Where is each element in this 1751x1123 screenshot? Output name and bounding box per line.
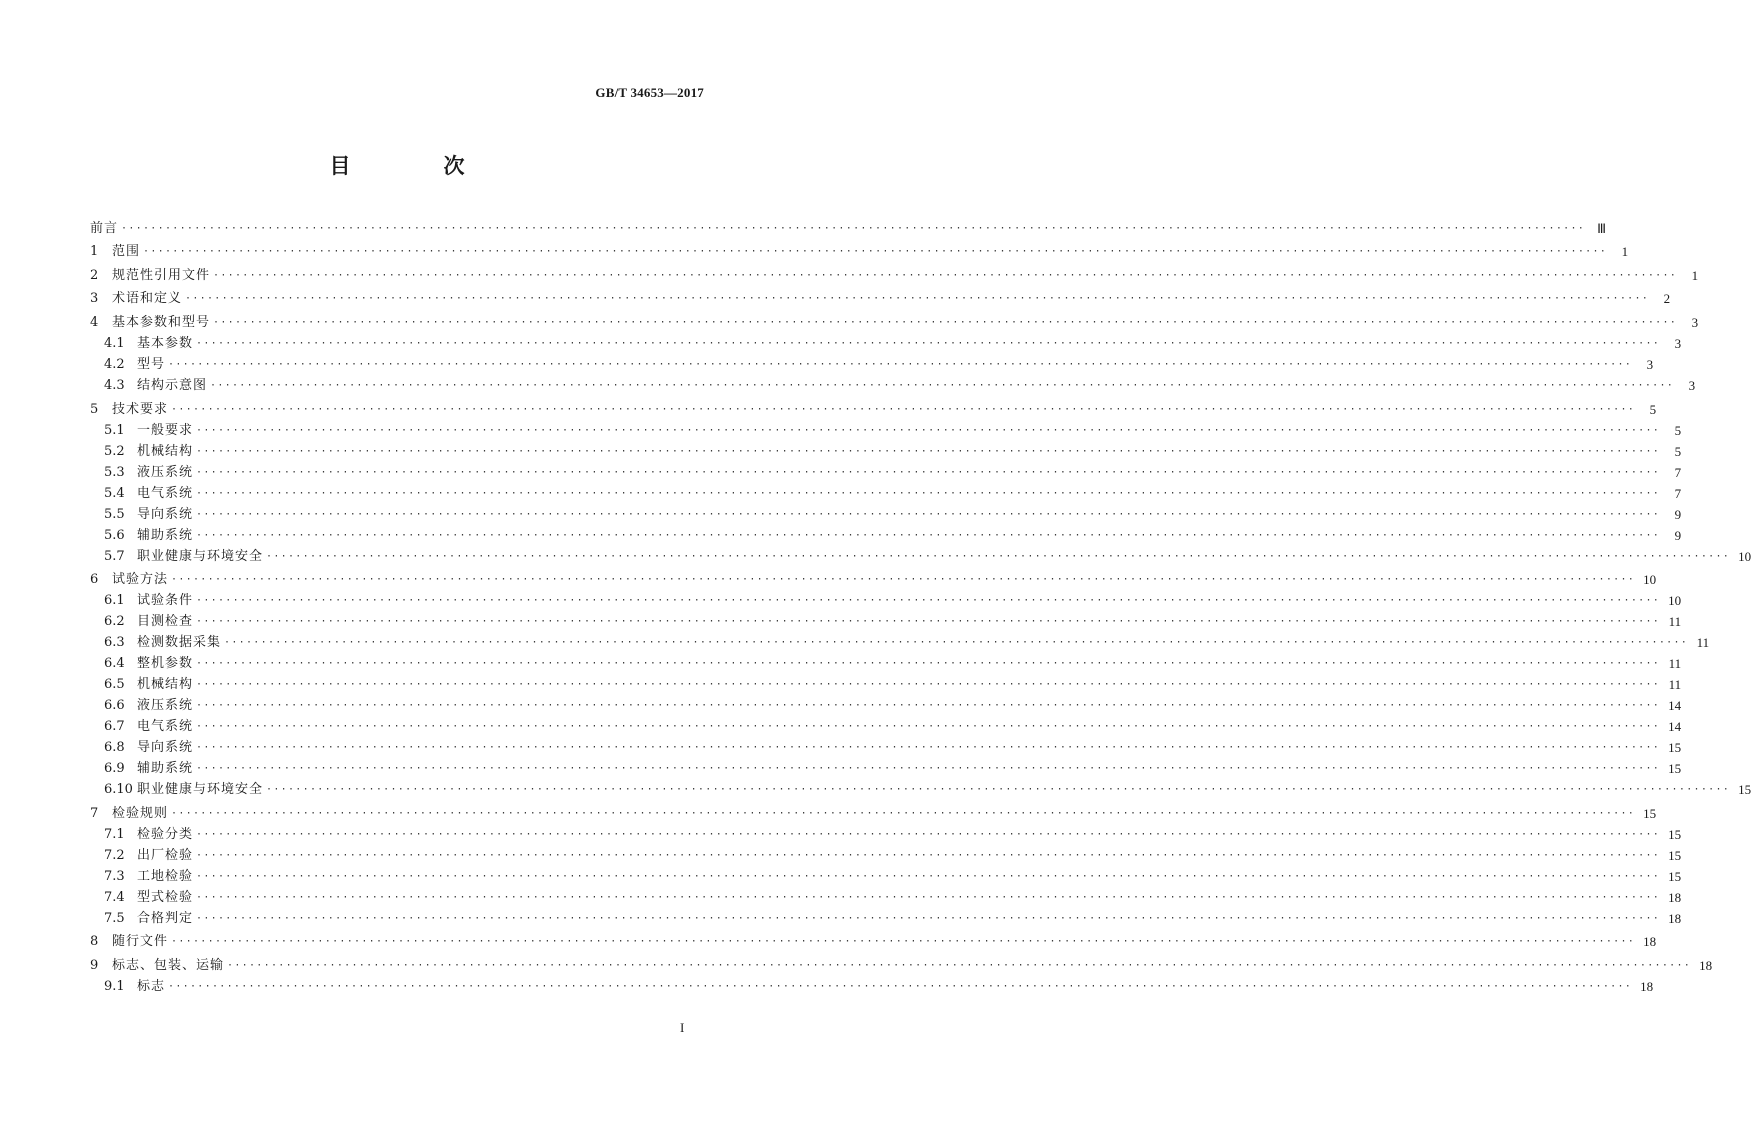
toc-leader-dots: ········································································································································································································	[210, 379, 1675, 391]
toc-entry-label: 范围	[112, 244, 141, 260]
toc-entry-label: 规范性引用文件	[112, 267, 211, 283]
toc-leader-dots: ········································································································································································································	[196, 466, 1661, 478]
toc-entry-label: 基本参数和型号	[112, 314, 211, 330]
toc-entry-number: 6.7	[104, 719, 125, 735]
toc-entry[interactable]	[90, 218, 1607, 239]
toc-entry-number: 5.2	[104, 443, 125, 459]
toc-entry[interactable]	[90, 845, 1682, 866]
toc-leader-dots: ········································································································································································································	[185, 293, 1650, 305]
toc-entry[interactable]	[90, 803, 1657, 824]
toc-entry-label: 术语和定义	[112, 291, 183, 307]
toc-leader-dots: ········································································································································································································	[196, 721, 1661, 733]
toc-entry[interactable]	[90, 737, 1682, 758]
toc-leader-dots: ········································································································································································································	[196, 700, 1661, 712]
toc-leader-dots: ········································································································································································································	[213, 316, 1678, 328]
toc-entry-page: 5	[1674, 422, 1682, 438]
toc-entry-label: 目测检查	[137, 614, 194, 630]
toc-entry-label: 职业健康与环境安全	[137, 782, 264, 798]
toc-entry-number: 7.4	[104, 889, 125, 905]
toc-entry-label: 标志、包装、运输	[112, 957, 225, 973]
toc-entry-page: 18	[1643, 934, 1657, 950]
toc-entry[interactable]	[90, 695, 1682, 716]
toc-entry[interactable]	[90, 931, 1657, 952]
toc-entry-label: 辅助系统	[137, 527, 194, 543]
toc-entry-label: 辅助系统	[137, 761, 194, 777]
toc-entry-number: 4.3	[104, 377, 125, 393]
toc-entry-number: 6.6	[104, 698, 125, 714]
toc-entry[interactable]	[90, 955, 1713, 976]
toc-entry[interactable]	[90, 976, 1654, 997]
toc-leader-dots: ········································································································································································································	[196, 828, 1661, 840]
toc-entry[interactable]	[90, 590, 1682, 611]
toc-entry-number: 7.3	[104, 868, 125, 884]
toc-entry-label: 导向系统	[137, 740, 194, 756]
toc-entry-number: 4.2	[104, 356, 125, 372]
toc-entry-label: 基本参数	[137, 335, 194, 351]
toc-entry-number: 6.10	[104, 782, 133, 798]
toc-entry-page: 9	[1674, 527, 1682, 543]
toc-leader-dots: ········································································································································································································	[196, 912, 1661, 924]
toc-entry-page: 5	[1674, 443, 1682, 459]
toc-entry-label: 前言	[90, 220, 119, 236]
toc-entry-page: 15	[1668, 826, 1682, 842]
toc-entry[interactable]	[90, 504, 1682, 525]
toc-entry-number: 6.8	[104, 740, 125, 756]
toc-entry-number: 1	[90, 244, 99, 260]
toc-leader-dots: ········································································································································································································	[171, 807, 1636, 819]
toc-leader-dots: ········································································································································································································	[196, 445, 1661, 457]
toc-leader-dots: ········································································································································································································	[196, 849, 1661, 861]
page-number: I	[680, 1020, 685, 1035]
toc-entry-number: 8	[90, 934, 99, 950]
toc-entry-number: 6.3	[104, 635, 125, 651]
toc-leader-dots: ········································································································································································································	[196, 891, 1661, 903]
toc-entry-page: 15	[1668, 740, 1682, 756]
standard-code: GB/T 34653—2017	[595, 85, 704, 100]
toc-entry-number: 5.5	[104, 506, 125, 522]
toc-entry-label: 机械结构	[137, 677, 194, 693]
toc-entry-number: 6.5	[104, 677, 125, 693]
toc-entry-label: 检测数据采集	[137, 635, 222, 651]
toc-entry[interactable]	[90, 908, 1682, 929]
toc-leader-dots: ········································································································································································································	[196, 529, 1661, 541]
toc-entry-label: 一般要求	[137, 422, 194, 438]
toc-entry-label: 液压系统	[137, 464, 194, 480]
toc-leader-dots: ········································································································································································································	[196, 658, 1661, 670]
toc-entry[interactable]	[90, 758, 1682, 779]
toc-entry-number: 9	[90, 957, 99, 973]
toc-entry-page: Ⅲ	[1597, 220, 1607, 236]
toc-entry-label: 试验条件	[137, 593, 194, 609]
toc-entry-page: 7	[1674, 464, 1682, 480]
toc-leader-dots: ········································································································································································································	[227, 959, 1692, 971]
toc-entry-label: 标志	[137, 978, 166, 994]
toc-leader-dots: ········································································································································································································	[196, 616, 1661, 628]
toc-leader-dots: ········································································································································································································	[121, 222, 1586, 234]
toc-entry-page: 18	[1668, 910, 1682, 926]
toc-entry-number: 4	[90, 314, 99, 330]
toc-entry-page: 10	[1738, 548, 1751, 564]
table-of-contents	[90, 215, 1751, 997]
toc-entry[interactable]	[90, 441, 1682, 462]
toc-entry-page: 11	[1668, 614, 1682, 630]
toc-entry-page: 15	[1738, 782, 1751, 798]
toc-entry-label: 型号	[137, 356, 166, 372]
toc-entry-label: 导向系统	[137, 506, 194, 522]
toc-entry-number: 5.6	[104, 527, 125, 543]
toc-entry[interactable]	[90, 674, 1682, 695]
toc-leader-dots: ········································································································································································································	[196, 742, 1661, 754]
toc-entry[interactable]	[90, 546, 1751, 567]
toc-entry-label: 结构示意图	[137, 377, 208, 393]
page-title: 目 次	[329, 153, 501, 178]
toc-entry-label: 电气系统	[137, 485, 194, 501]
toc-entry-number: 9.1	[104, 978, 125, 994]
toc-entry-page: 18	[1640, 978, 1654, 994]
toc-entry-page: 3	[1691, 314, 1699, 330]
toc-entry-number: 6.9	[104, 761, 125, 777]
toc-entry-number: 7.5	[104, 910, 125, 926]
toc-entry-label: 职业健康与环境安全	[137, 548, 264, 564]
toc-leader-dots: ········································································································································································································	[266, 550, 1731, 562]
toc-entry-label: 检验规则	[112, 805, 169, 821]
toc-entry[interactable]	[90, 483, 1682, 504]
toc-leader-dots: ········································································································································································································	[213, 269, 1678, 281]
toc-leader-dots: ········································································································································································································	[168, 358, 1633, 370]
toc-entry-page: 18	[1668, 889, 1682, 905]
toc-leader-dots: ········································································································································································································	[196, 487, 1661, 499]
toc-entry-page: 9	[1674, 506, 1682, 522]
toc-entry-number: 5.7	[104, 548, 125, 564]
toc-leader-dots: ········································································································································································································	[224, 637, 1689, 649]
toc-entry[interactable]	[90, 288, 1671, 309]
toc-entry-label: 工地检验	[137, 868, 194, 884]
toc-entry-number: 7.2	[104, 847, 125, 863]
toc-entry-number: 5.4	[104, 485, 125, 501]
toc-entry[interactable]	[90, 265, 1699, 286]
toc-leader-dots: ········································································································································································································	[196, 595, 1661, 607]
toc-entry-page: 10	[1668, 593, 1682, 609]
toc-entry[interactable]	[90, 611, 1682, 632]
toc-entry-page: 11	[1696, 635, 1710, 651]
toc-entry-page: 11	[1668, 656, 1682, 672]
toc-leader-dots: ········································································································································································································	[196, 424, 1661, 436]
toc-entry-page: 5	[1649, 401, 1657, 417]
toc-entry-number: 3	[90, 291, 99, 307]
toc-entry[interactable]	[90, 375, 1696, 396]
toc-entry[interactable]	[90, 462, 1682, 483]
toc-entry[interactable]	[90, 653, 1682, 674]
toc-entry-page: 3	[1674, 335, 1682, 351]
toc-entry[interactable]	[90, 866, 1682, 887]
toc-entry[interactable]	[90, 312, 1699, 333]
toc-entry-number: 5	[90, 401, 99, 417]
toc-entry-page: 11	[1668, 677, 1682, 693]
toc-entry-number: 6	[90, 572, 99, 588]
toc-leader-dots: ········································································································································································································	[196, 763, 1661, 775]
toc-entry[interactable]	[90, 399, 1657, 420]
toc-entry-page: 15	[1643, 805, 1657, 821]
toc-entry-number: 7	[90, 805, 99, 821]
toc-leader-dots: ········································································································································································································	[168, 980, 1633, 992]
toc-entry-label: 电气系统	[137, 719, 194, 735]
toc-entry-number: 6.1	[104, 593, 125, 609]
toc-entry-page: 18	[1699, 957, 1713, 973]
toc-entry[interactable]	[90, 716, 1682, 737]
toc-entry[interactable]	[90, 824, 1682, 845]
toc-leader-dots: ········································································································································································································	[196, 870, 1661, 882]
toc-entry-label: 试验方法	[112, 572, 169, 588]
toc-entry-page: 1	[1691, 267, 1699, 283]
toc-leader-dots: ········································································································································································································	[143, 246, 1608, 258]
toc-leader-dots: ········································································································································································································	[196, 679, 1661, 691]
toc-entry-label: 型式检验	[137, 889, 194, 905]
toc-entry-page: 15	[1668, 847, 1682, 863]
toc-leader-dots: ········································································································································································································	[171, 403, 1636, 415]
toc-entry[interactable]	[90, 632, 1710, 653]
toc-entry-number: 5.3	[104, 464, 125, 480]
toc-entry-page: 1	[1621, 244, 1629, 260]
toc-entry-page: 14	[1668, 698, 1682, 714]
toc-entry-number: 5.1	[104, 422, 125, 438]
toc-entry-label: 合格判定	[137, 910, 194, 926]
toc-entry[interactable]	[90, 354, 1654, 375]
toc-entry[interactable]	[90, 241, 1629, 262]
toc-entry[interactable]	[90, 887, 1682, 908]
toc-leader-dots: ········································································································································································································	[171, 574, 1636, 586]
toc-leader-dots: ········································································································································································································	[196, 337, 1661, 349]
toc-entry-number: 6.4	[104, 656, 125, 672]
toc-entry-number: 2	[90, 267, 99, 283]
toc-entry-label: 技术要求	[112, 401, 169, 417]
toc-entry-label: 检验分类	[137, 826, 194, 842]
toc-entry-page: 15	[1668, 868, 1682, 884]
toc-entry-label: 随行文件	[112, 934, 169, 950]
toc-entry[interactable]	[90, 333, 1682, 354]
toc-entry-page: 10	[1643, 572, 1657, 588]
toc-entry[interactable]	[90, 779, 1751, 800]
toc-entry[interactable]	[90, 420, 1682, 441]
toc-entry[interactable]	[90, 569, 1657, 590]
toc-entry-label: 液压系统	[137, 698, 194, 714]
toc-leader-dots: ········································································································································································································	[266, 784, 1731, 796]
toc-entry-page: 3	[1646, 356, 1654, 372]
toc-entry-number: 6.2	[104, 614, 125, 630]
toc-entry-label: 机械结构	[137, 443, 194, 459]
toc-entry-page: 15	[1668, 761, 1682, 777]
toc-entry-number: 7.1	[104, 826, 125, 842]
toc-entry-label: 整机参数	[137, 656, 194, 672]
toc-entry-page: 14	[1668, 719, 1682, 735]
toc-leader-dots: ········································································································································································································	[171, 936, 1636, 948]
toc-entry-page: 3	[1688, 377, 1696, 393]
toc-leader-dots: ········································································································································································································	[196, 508, 1661, 520]
toc-entry-page: 7	[1674, 485, 1682, 501]
toc-entry-number: 4.1	[104, 335, 125, 351]
toc-entry-page: 2	[1663, 291, 1671, 307]
toc-entry-label: 出厂检验	[137, 847, 194, 863]
toc-entry[interactable]	[90, 525, 1682, 546]
